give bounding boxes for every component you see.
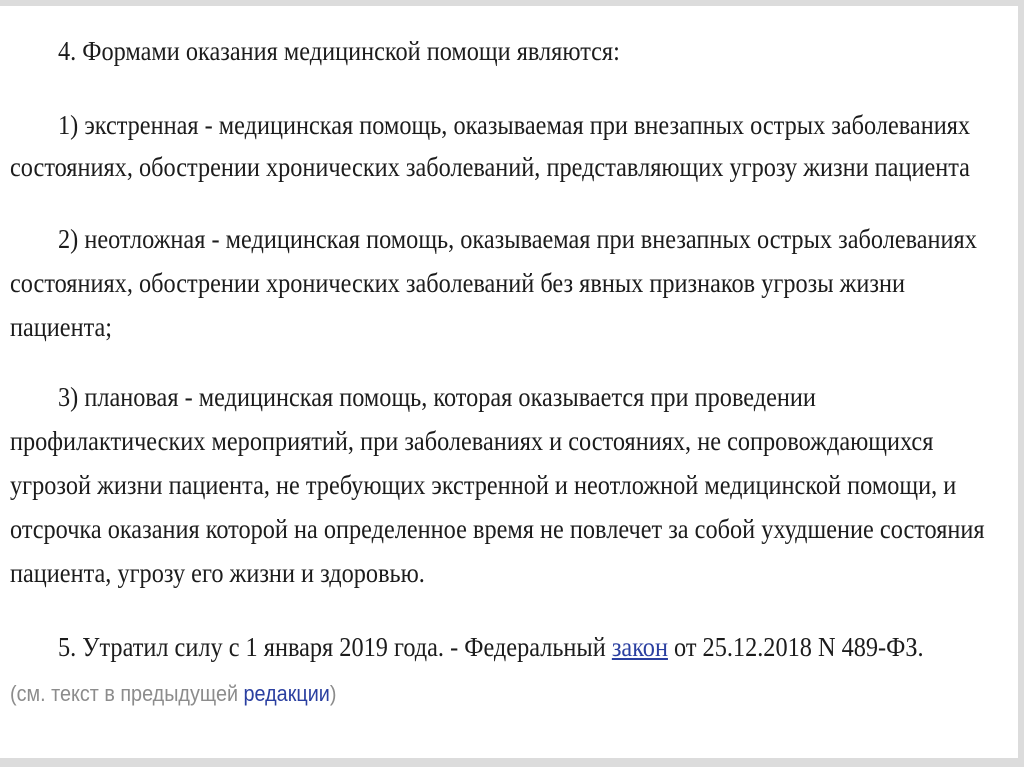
- note-suffix: ): [329, 681, 337, 706]
- slide-frame-top: [0, 0, 1024, 6]
- item-3-line-4: отсрочка оказания которой на определенное время не повлечет за собой ухудшение состояния: [10, 514, 985, 544]
- slide-frame-bottom: [0, 758, 1024, 767]
- previous-edition-note: [10, 679, 336, 709]
- slide-frame-right: [1018, 0, 1024, 767]
- item-5-suffix: от 25.12.2018 N 489-ФЗ.: [667, 632, 924, 662]
- item-1-line-1: 1) экстренная - медицинская помощь, оказываемая при внезапных острых заболеваниях: [58, 110, 971, 140]
- section-4-heading: 4. Формами оказания медицинской помощи являются:: [58, 36, 620, 66]
- item-2-line-1: 2) неотложная - медицинская помощь, оказываемая при внезапных острых заболеваниях: [58, 224, 977, 254]
- law-link[interactable]: закон: [611, 632, 668, 662]
- item-5-prefix: 5. Утратил силу с 1 января 2019 года. - Федеральный: [58, 632, 612, 662]
- item-3-line-5: пациента, угрозу его жизни и здоровью.: [10, 558, 425, 588]
- item-3-line-3: угрозой жизни пациента, не требующих экстренной и неотложной медицинской помощи, и: [10, 470, 957, 500]
- item-3-line-1: 3) плановая - медицинская помощь, которая оказывается при проведении: [58, 382, 816, 412]
- edition-link[interactable]: редакции: [243, 681, 330, 706]
- item-5-line: [58, 630, 924, 664]
- item-2-line-3: пациента;: [10, 312, 113, 342]
- item-3-line-2: профилактических мероприятий, при заболеваниях и состояниях, не сопровождающихся: [10, 426, 934, 456]
- item-2-line-2: состояниях, обострении хронических заболеваний без явных признаков угрозы жизни: [10, 268, 906, 298]
- note-prefix: (см. текст в предыдущей: [10, 681, 244, 706]
- item-1-line-2: состояниях, обострении хронических заболеваний, представляющих угрозу жизни пациента: [10, 152, 970, 182]
